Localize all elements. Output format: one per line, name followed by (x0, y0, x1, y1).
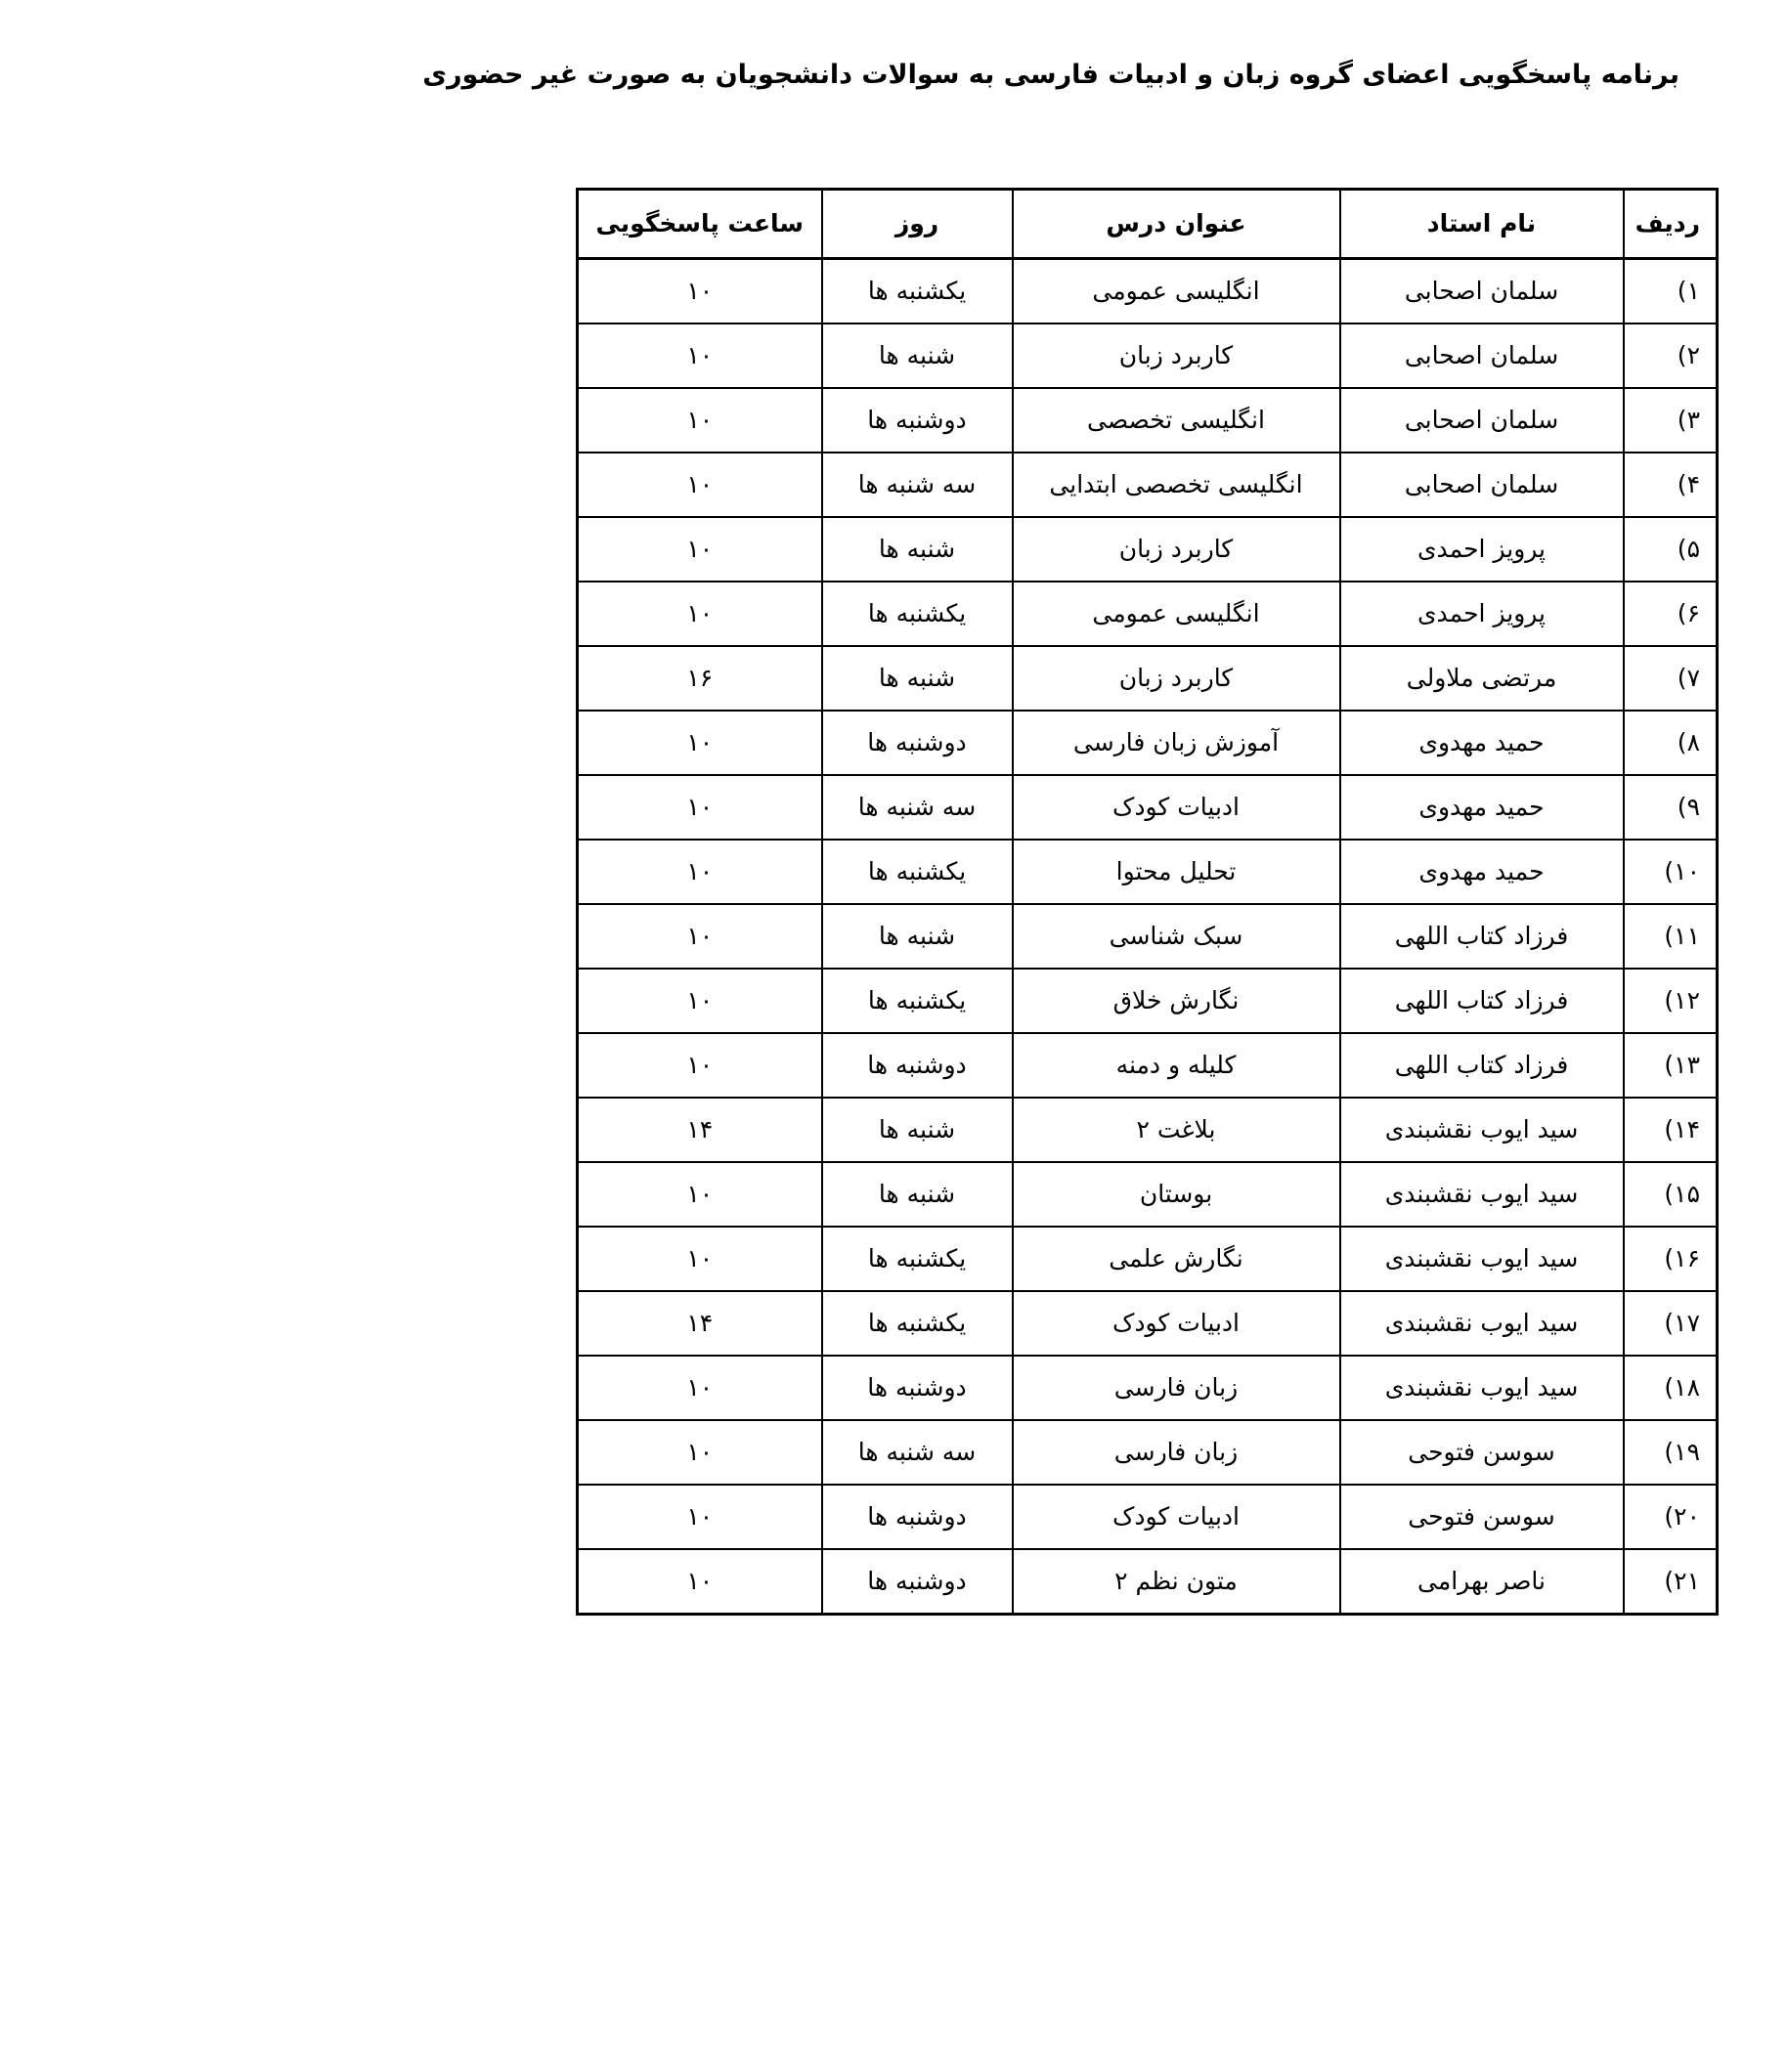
cell-response-hour: ۱۰ (578, 1162, 822, 1227)
schedule-table (576, 188, 1719, 1616)
table-body (578, 259, 1718, 1615)
cell-response-hour: ۱۰ (578, 259, 822, 324)
cell-course-title: نگارش خلاق (1013, 969, 1340, 1033)
cell-day: شنبه ها (822, 324, 1013, 388)
table-row (578, 1162, 1718, 1227)
cell-professor-name: پرویز احمدی (1340, 582, 1624, 646)
cell-professor-name: سلمان اصحابی (1340, 259, 1624, 324)
cell-day: یکشنبه ها (822, 969, 1013, 1033)
cell-response-hour: ۱۰ (578, 711, 822, 775)
table-row (578, 1227, 1718, 1291)
cell-radif: ۱۱) (1624, 904, 1718, 969)
cell-response-hour: ۱۰ (578, 1227, 822, 1291)
cell-response-hour: ۱۰ (578, 775, 822, 840)
cell-professor-name: حمید مهدوی (1340, 775, 1624, 840)
table-row (578, 388, 1718, 453)
cell-course-title: بلاغت ۲ (1013, 1098, 1340, 1162)
table-row (578, 1033, 1718, 1098)
cell-day: دوشنبه ها (822, 1549, 1013, 1615)
cell-day: یکشنبه ها (822, 582, 1013, 646)
cell-day: سه شنبه ها (822, 453, 1013, 517)
table-row (578, 582, 1718, 646)
cell-course-title: انگلیسی عمومی (1013, 582, 1340, 646)
column-header-day: روز (822, 190, 1013, 259)
cell-response-hour: ۱۶ (578, 646, 822, 711)
cell-radif: ۲) (1624, 324, 1718, 388)
cell-day: یکشنبه ها (822, 259, 1013, 324)
cell-response-hour: ۱۰ (578, 1485, 822, 1549)
cell-professor-name: سید ایوب نقشبندی (1340, 1098, 1624, 1162)
schedule-table-container (595, 188, 1719, 1616)
table-row (578, 1356, 1718, 1420)
cell-radif: ۱۳) (1624, 1033, 1718, 1098)
cell-response-hour: ۱۰ (578, 582, 822, 646)
cell-professor-name: سوسن فتوحی (1340, 1420, 1624, 1485)
cell-professor-name: فرزاد کتاب اللهی (1340, 969, 1624, 1033)
cell-course-title: کاربرد زبان (1013, 517, 1340, 582)
cell-professor-name: سلمان اصحابی (1340, 324, 1624, 388)
cell-radif: ۴) (1624, 453, 1718, 517)
cell-response-hour: ۱۰ (578, 1356, 822, 1420)
cell-professor-name: ناصر بهرامی (1340, 1549, 1624, 1615)
cell-course-title: انگلیسی تخصصی (1013, 388, 1340, 453)
table-row (578, 711, 1718, 775)
table-row (578, 840, 1718, 904)
cell-course-title: زبان فارسی (1013, 1356, 1340, 1420)
cell-radif: ۱۸) (1624, 1356, 1718, 1420)
cell-day: یکشنبه ها (822, 840, 1013, 904)
cell-professor-name: سید ایوب نقشبندی (1340, 1291, 1624, 1356)
table-row (578, 1291, 1718, 1356)
cell-radif: ۱) (1624, 259, 1718, 324)
cell-professor-name: حمید مهدوی (1340, 711, 1624, 775)
cell-course-title: ادبیات کودک (1013, 1291, 1340, 1356)
table-row (578, 1549, 1718, 1615)
cell-course-title: نگارش علمی (1013, 1227, 1340, 1291)
cell-professor-name: حمید مهدوی (1340, 840, 1624, 904)
table-row (578, 259, 1718, 324)
cell-day: شنبه ها (822, 517, 1013, 582)
table-row (578, 904, 1718, 969)
cell-radif: ۱۴) (1624, 1098, 1718, 1162)
cell-radif: ۱۹) (1624, 1420, 1718, 1485)
table-row (578, 324, 1718, 388)
cell-professor-name: مرتضی ملاولی (1340, 646, 1624, 711)
cell-professor-name: سوسن فتوحی (1340, 1485, 1624, 1549)
column-header-course-title: عنوان درس (1013, 190, 1340, 259)
cell-course-title: متون نظم ۲ (1013, 1549, 1340, 1615)
cell-radif: ۲۱) (1624, 1549, 1718, 1615)
cell-professor-name: سلمان اصحابی (1340, 453, 1624, 517)
cell-response-hour: ۱۰ (578, 1420, 822, 1485)
column-header-radif: ردیف (1624, 190, 1718, 259)
cell-response-hour: ۱۰ (578, 324, 822, 388)
cell-course-title: انگلیسی تخصصی ابتدایی (1013, 453, 1340, 517)
page-title: برنامه پاسخگویی اعضای گروه زبان و ادبیات فارسی به سوالات دانشجویان به صورت غیر حضوری (422, 60, 1679, 90)
cell-day: شنبه ها (822, 1162, 1013, 1227)
cell-day: دوشنبه ها (822, 711, 1013, 775)
cell-radif: ۱۶) (1624, 1227, 1718, 1291)
cell-professor-name: فرزاد کتاب اللهی (1340, 904, 1624, 969)
cell-course-title: کاربرد زبان (1013, 646, 1340, 711)
cell-radif: ۱۲) (1624, 969, 1718, 1033)
cell-day: شنبه ها (822, 1098, 1013, 1162)
cell-radif: ۹) (1624, 775, 1718, 840)
cell-day: دوشنبه ها (822, 1485, 1013, 1549)
table-row (578, 517, 1718, 582)
cell-response-hour: ۱۰ (578, 840, 822, 904)
table-row (578, 453, 1718, 517)
cell-response-hour: ۱۰ (578, 453, 822, 517)
cell-professor-name: سید ایوب نقشبندی (1340, 1356, 1624, 1420)
cell-course-title: زبان فارسی (1013, 1420, 1340, 1485)
cell-radif: ۱۷) (1624, 1291, 1718, 1356)
cell-response-hour: ۱۰ (578, 1549, 822, 1615)
cell-professor-name: پرویز احمدی (1340, 517, 1624, 582)
table-row (578, 1485, 1718, 1549)
cell-course-title: سبک شناسی (1013, 904, 1340, 969)
cell-radif: ۳) (1624, 388, 1718, 453)
table-row (578, 969, 1718, 1033)
cell-response-hour: ۱۰ (578, 1033, 822, 1098)
cell-day: یکشنبه ها (822, 1227, 1013, 1291)
cell-course-title: آموزش زبان فارسی (1013, 711, 1340, 775)
table-row (578, 1420, 1718, 1485)
cell-day: شنبه ها (822, 646, 1013, 711)
table-row (578, 1098, 1718, 1162)
cell-radif: ۷) (1624, 646, 1718, 711)
cell-professor-name: سید ایوب نقشبندی (1340, 1227, 1624, 1291)
cell-course-title: بوستان (1013, 1162, 1340, 1227)
cell-response-hour: ۱۰ (578, 388, 822, 453)
cell-professor-name: فرزاد کتاب اللهی (1340, 1033, 1624, 1098)
cell-response-hour: ۱۴ (578, 1291, 822, 1356)
cell-radif: ۵) (1624, 517, 1718, 582)
table-row (578, 775, 1718, 840)
cell-course-title: ادبیات کودک (1013, 1485, 1340, 1549)
cell-day: سه شنبه ها (822, 775, 1013, 840)
cell-course-title: تحلیل محتوا (1013, 840, 1340, 904)
cell-course-title: ادبیات کودک (1013, 775, 1340, 840)
cell-day: شنبه ها (822, 904, 1013, 969)
cell-response-hour: ۱۰ (578, 517, 822, 582)
cell-radif: ۶) (1624, 582, 1718, 646)
cell-radif: ۱۵) (1624, 1162, 1718, 1227)
cell-response-hour: ۱۰ (578, 904, 822, 969)
cell-day: دوشنبه ها (822, 388, 1013, 453)
cell-course-title: کاربرد زبان (1013, 324, 1340, 388)
cell-radif: ۱۰) (1624, 840, 1718, 904)
cell-course-title: انگلیسی عمومی (1013, 259, 1340, 324)
cell-day: یکشنبه ها (822, 1291, 1013, 1356)
cell-professor-name: سید ایوب نقشبندی (1340, 1162, 1624, 1227)
cell-day: سه شنبه ها (822, 1420, 1013, 1485)
table-row (578, 646, 1718, 711)
column-header-professor-name: نام استاد (1340, 190, 1624, 259)
cell-radif: ۸) (1624, 711, 1718, 775)
cell-radif: ۲۰) (1624, 1485, 1718, 1549)
cell-day: دوشنبه ها (822, 1033, 1013, 1098)
cell-course-title: کلیله و دمنه (1013, 1033, 1340, 1098)
cell-response-hour: ۱۴ (578, 1098, 822, 1162)
cell-response-hour: ۱۰ (578, 969, 822, 1033)
table-header (578, 190, 1718, 259)
column-header-response-hour: ساعت پاسخگویی (578, 190, 822, 259)
cell-day: دوشنبه ها (822, 1356, 1013, 1420)
table-header-row (578, 190, 1718, 259)
cell-professor-name: سلمان اصحابی (1340, 388, 1624, 453)
